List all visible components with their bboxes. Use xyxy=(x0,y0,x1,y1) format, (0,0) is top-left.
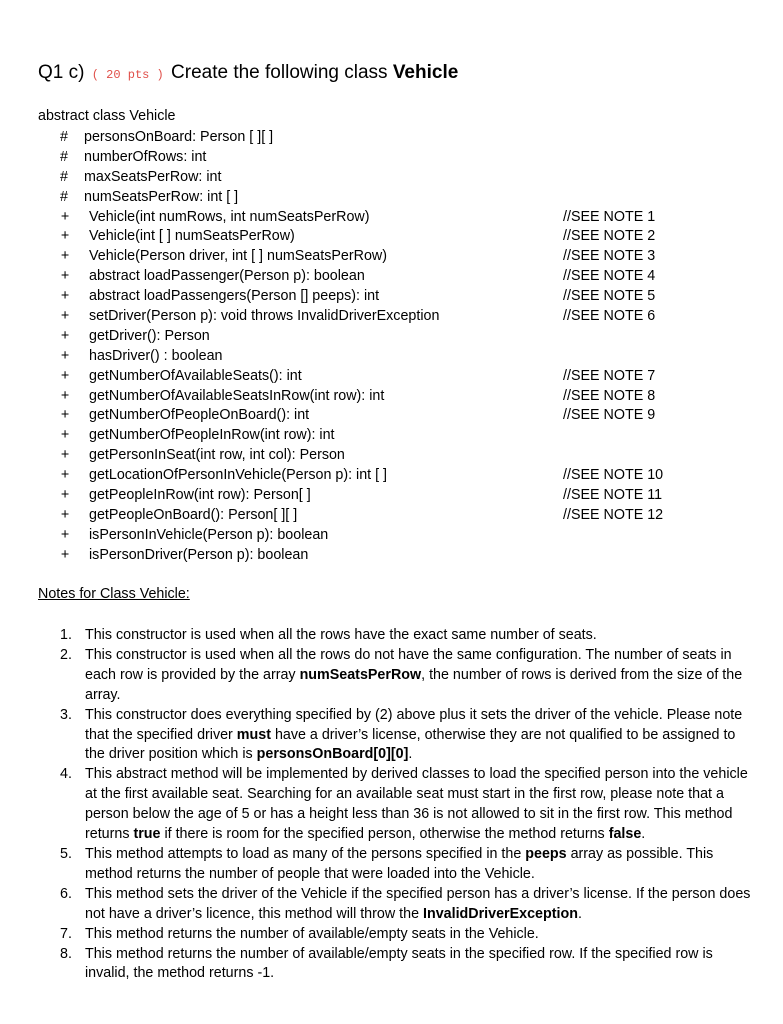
visibility-symbol: + xyxy=(60,447,70,464)
visibility-symbol: + xyxy=(60,387,70,404)
visibility-symbol: # xyxy=(60,148,68,165)
see-note-comment: //SEE NOTE 12 xyxy=(563,506,664,523)
visibility-symbol: + xyxy=(60,268,70,285)
visibility-symbol: + xyxy=(60,228,70,245)
note-text: This method returns the number of available/empty seats in the specified row. If the specified row is invalid, the method returns -1. xyxy=(85,945,713,982)
see-note-comment: //SEE NOTE 9 xyxy=(563,407,656,424)
notes-header: Notes for Class Vehicle: xyxy=(38,586,190,602)
member-row xyxy=(0,526,783,546)
see-note-comment: //SEE NOTE 6 xyxy=(563,308,656,325)
member-signature: Vehicle(Person driver, int [ ] numSeatsPerRow) xyxy=(89,248,387,265)
member-row xyxy=(0,168,783,188)
see-note-comment: //SEE NOTE 7 xyxy=(563,367,656,384)
member-signature: hasDriver() : boolean xyxy=(89,347,223,364)
member-signature: getLocationOfPersonInVehicle(Person p): int [ ] xyxy=(89,467,388,484)
member-signature: getNumberOfPeopleInRow(int row): int xyxy=(89,427,335,444)
note-text: This method attempts to load as many of the persons specified in the xyxy=(85,845,526,862)
member-signature: setDriver(Person p): void throws InvalidDriverException xyxy=(89,308,440,325)
question-heading xyxy=(38,62,458,84)
note-emphasis: true xyxy=(133,826,161,843)
visibility-symbol: + xyxy=(60,248,70,265)
visibility-symbol: # xyxy=(60,129,68,145)
visibility-symbol: + xyxy=(60,327,70,344)
member-row xyxy=(0,307,783,327)
visibility-symbol: # xyxy=(60,188,68,205)
note-item xyxy=(0,765,783,845)
member-signature: abstract loadPassengers(Person [] peeps): int xyxy=(89,288,380,305)
points-label: ( 20 pts ) xyxy=(91,68,164,82)
visibility-symbol: + xyxy=(60,308,70,325)
note-item xyxy=(0,945,783,985)
member-row xyxy=(0,247,783,267)
see-note-comment: //SEE NOTE 10 xyxy=(563,467,664,484)
member-signature: Vehicle(int [ ] numSeatsPerRow) xyxy=(89,228,295,245)
visibility-symbol: + xyxy=(60,487,70,504)
note-text: if there is room for the specified person, otherwise the method returns xyxy=(160,826,609,843)
abstract-class-declaration: abstract class Vehicle xyxy=(38,108,176,124)
note-emphasis: personsOnBoard[0][0] xyxy=(256,746,409,763)
note-text: This abstract method will be implemented by derived classes to load the specified person into the vehicle at the first available seat. Searching for an available seat must start in the first row, please note that a person below the age of 5 or has a height less than 36 is not allowed to sit in the first row. This method returns xyxy=(85,766,748,843)
member-row xyxy=(0,406,783,426)
note-item xyxy=(0,626,783,646)
visibility-symbol: + xyxy=(60,506,70,523)
member-row xyxy=(0,287,783,307)
visibility-symbol: + xyxy=(60,427,70,444)
member-row xyxy=(0,227,783,247)
note-item xyxy=(0,925,783,945)
see-note-comment: //SEE NOTE 4 xyxy=(563,268,656,285)
member-list xyxy=(0,128,783,566)
note-item xyxy=(0,885,783,925)
note-emphasis: false xyxy=(608,826,642,843)
visibility-symbol: + xyxy=(60,467,70,484)
member-row xyxy=(0,327,783,347)
note-number: 4. xyxy=(60,766,72,783)
class-name: Vehicle xyxy=(392,62,459,83)
note-emphasis: peeps xyxy=(525,845,567,862)
see-note-comment: //SEE NOTE 5 xyxy=(563,288,656,305)
member-signature: getNumberOfPeopleOnBoard(): int xyxy=(89,407,310,424)
member-row xyxy=(0,347,783,367)
member-row xyxy=(0,546,783,566)
member-signature: numberOfRows: int xyxy=(84,148,207,165)
note-number: 8. xyxy=(60,945,72,962)
member-signature: maxSeatsPerRow: int xyxy=(84,168,222,185)
note-text: This constructor does everything specified by (2) above plus it sets the driver of the vehicle. Please note that the specified driver xyxy=(85,706,743,743)
member-signature: Vehicle(int numRows, int numSeatsPerRow) xyxy=(89,208,370,225)
member-signature: getDriver(): Person xyxy=(89,327,210,344)
visibility-symbol: + xyxy=(60,526,70,543)
note-emphasis: must xyxy=(236,726,271,743)
note-item xyxy=(0,845,783,885)
note-emphasis: numSeatsPerRow xyxy=(299,666,422,683)
note-text: array as possible. This method returns the number of people that were loaded into the Vehicle. xyxy=(85,845,714,882)
member-signature: getNumberOfAvailableSeats(): int xyxy=(89,367,302,384)
member-signature: getPersonInSeat(int row, int col): Person xyxy=(89,447,345,464)
member-signature: isPersonDriver(Person p): boolean xyxy=(89,546,309,563)
see-note-comment: //SEE NOTE 8 xyxy=(563,387,656,404)
member-signature: getNumberOfAvailableSeatsInRow(int row): int xyxy=(89,387,385,404)
visibility-symbol: + xyxy=(60,367,70,384)
member-row xyxy=(0,188,783,208)
note-text: . xyxy=(408,746,413,763)
note-number: 7. xyxy=(60,925,72,942)
member-signature: abstract loadPassenger(Person p): boolean xyxy=(89,268,365,285)
note-number: 2. xyxy=(60,646,72,663)
visibility-symbol: # xyxy=(60,168,68,185)
visibility-symbol: + xyxy=(60,288,70,305)
member-row xyxy=(0,267,783,287)
question-number: Q1 c) xyxy=(38,62,85,83)
heading-text: Create the following class xyxy=(171,62,388,83)
member-row xyxy=(0,367,783,387)
member-row xyxy=(0,387,783,407)
note-number: 1. xyxy=(60,627,72,643)
see-note-comment: //SEE NOTE 2 xyxy=(563,228,656,245)
member-row xyxy=(0,486,783,506)
note-item xyxy=(0,646,783,706)
see-note-comment: //SEE NOTE 3 xyxy=(563,248,656,265)
notes-list xyxy=(0,626,783,984)
note-text: This constructor is used when all the rows do not have the same configuration. The number of seats in each row is provided by the array xyxy=(85,646,732,683)
member-signature: getPeopleOnBoard(): Person[ ][ ] xyxy=(89,506,298,523)
member-row xyxy=(0,128,783,148)
note-text: This method returns the number of available/empty seats in the Vehicle. xyxy=(85,925,539,942)
member-signature: isPersonInVehicle(Person p): boolean xyxy=(89,526,329,543)
note-number: 5. xyxy=(60,845,72,862)
see-note-comment: //SEE NOTE 1 xyxy=(563,208,656,225)
note-emphasis: InvalidDriverException xyxy=(423,905,578,922)
see-note-comment: //SEE NOTE 11 xyxy=(563,487,663,504)
note-text: , the number of rows is derived from the size of the array. xyxy=(85,666,743,703)
member-signature: numSeatsPerRow: int [ ] xyxy=(84,188,239,205)
note-number: 6. xyxy=(60,885,72,902)
member-signature: personsOnBoard: Person [ ][ ] xyxy=(84,129,274,145)
visibility-symbol: + xyxy=(60,208,70,225)
visibility-symbol: + xyxy=(60,407,70,424)
member-row xyxy=(0,208,783,228)
member-row xyxy=(0,426,783,446)
note-item xyxy=(0,706,783,766)
note-number: 3. xyxy=(60,706,72,723)
visibility-symbol: + xyxy=(60,546,70,563)
note-text: have a driver’s license, otherwise they are not qualified to be assigned to the driver position which is xyxy=(85,726,736,763)
member-signature: getPeopleInRow(int row): Person[ ] xyxy=(89,487,311,504)
member-row xyxy=(0,466,783,486)
member-row xyxy=(0,148,783,168)
note-text: This constructor is used when all the rows have the exact same number of seats. xyxy=(85,627,597,643)
note-text: . xyxy=(577,905,582,922)
note-text: . xyxy=(641,826,646,843)
member-row xyxy=(0,446,783,466)
visibility-symbol: + xyxy=(60,347,70,364)
member-row xyxy=(0,506,783,526)
note-text: This method sets the driver of the Vehicle if the specified person has a driver’s license. If the person does not have a driver’s licence, this method will throw the xyxy=(85,885,751,922)
